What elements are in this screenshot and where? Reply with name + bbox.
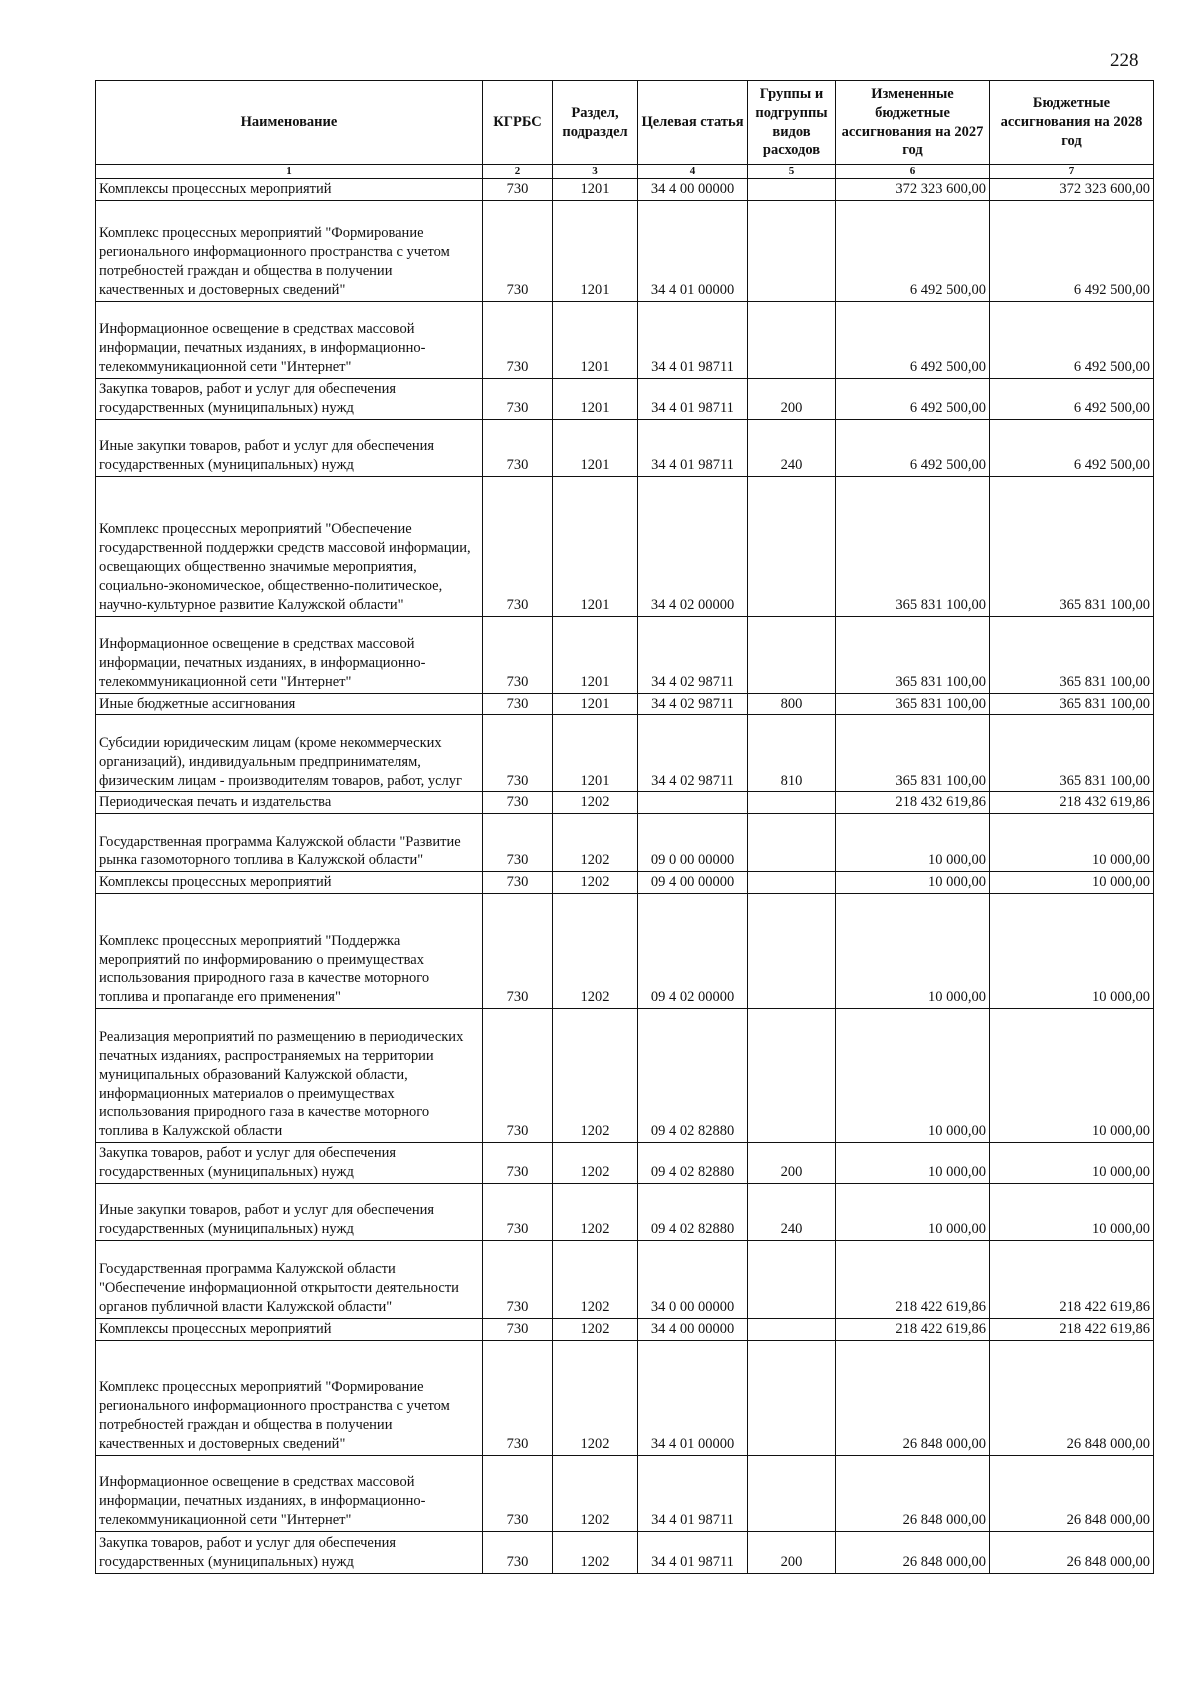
- budget-table: [95, 80, 1154, 1574]
- cell-sum-2027: 10 000,00: [836, 1183, 990, 1240]
- cell-sum-2027: 10 000,00: [836, 814, 990, 872]
- cell-kgrbs: 730: [483, 1009, 553, 1143]
- cell-kgrbs: 730: [483, 872, 553, 894]
- cell-target-article: 34 4 02 98711: [638, 693, 748, 715]
- cell-kgrbs: 730: [483, 1340, 553, 1455]
- cell-kgrbs: 730: [483, 1143, 553, 1184]
- table-row: [96, 179, 1154, 201]
- column-number: 5: [748, 165, 836, 179]
- cell-target-article: 34 4 01 98711: [638, 419, 748, 476]
- cell-sum-2028: 6 492 500,00: [990, 378, 1154, 419]
- cell-section: 1202: [553, 1143, 638, 1184]
- cell-name: Иные закупки товаров, работ и услуг для обеспечения государственных (муниципальных) нужд: [96, 419, 483, 476]
- cell-target-article: 34 4 01 98711: [638, 1455, 748, 1531]
- cell-sum-2027: 218 432 619,86: [836, 792, 990, 814]
- cell-sum-2027: 26 848 000,00: [836, 1455, 990, 1531]
- cell-target-article: 09 4 02 82880: [638, 1183, 748, 1240]
- cell-section: 1202: [553, 872, 638, 894]
- cell-section: 1201: [553, 616, 638, 693]
- header-row: [96, 81, 1154, 165]
- cell-expense-type: [748, 1340, 836, 1455]
- cell-section: 1201: [553, 378, 638, 419]
- column-number: 7: [990, 165, 1154, 179]
- table-row: [96, 1455, 1154, 1531]
- cell-sum-2028: 218 422 619,86: [990, 1318, 1154, 1340]
- cell-kgrbs: 730: [483, 179, 553, 201]
- cell-section: 1201: [553, 476, 638, 616]
- cell-kgrbs: 730: [483, 814, 553, 872]
- column-number: 2: [483, 165, 553, 179]
- cell-target-article: 34 4 01 98711: [638, 1531, 748, 1573]
- cell-expense-type: 240: [748, 419, 836, 476]
- table-row: [96, 1240, 1154, 1318]
- cell-section: 1202: [553, 814, 638, 872]
- table-row: [96, 1143, 1154, 1184]
- cell-section: 1202: [553, 1009, 638, 1143]
- cell-kgrbs: 730: [483, 693, 553, 715]
- cell-sum-2028: 10 000,00: [990, 814, 1154, 872]
- cell-sum-2027: 365 831 100,00: [836, 693, 990, 715]
- cell-section: 1201: [553, 693, 638, 715]
- cell-name: Закупка товаров, работ и услуг для обеспечения государственных (муниципальных) нужд: [96, 1531, 483, 1573]
- cell-target-article: 09 0 00 00000: [638, 814, 748, 872]
- cell-name: Комплексы процессных мероприятий: [96, 1318, 483, 1340]
- table-row: [96, 792, 1154, 814]
- column-number: 1: [96, 165, 483, 179]
- cell-sum-2027: 365 831 100,00: [836, 616, 990, 693]
- cell-sum-2028: 365 831 100,00: [990, 693, 1154, 715]
- cell-target-article: 34 4 01 00000: [638, 1340, 748, 1455]
- cell-sum-2028: 372 323 600,00: [990, 179, 1154, 201]
- cell-expense-type: [748, 616, 836, 693]
- cell-sum-2028: 365 831 100,00: [990, 616, 1154, 693]
- cell-sum-2027: 365 831 100,00: [836, 715, 990, 792]
- cell-name: Информационное освещение в средствах массовой информации, печатных изданиях, в информационно-телекоммуникационной сети "Интернет": [96, 301, 483, 378]
- cell-section: 1201: [553, 301, 638, 378]
- cell-section: 1202: [553, 1240, 638, 1318]
- cell-section: 1202: [553, 1340, 638, 1455]
- cell-sum-2027: 26 848 000,00: [836, 1531, 990, 1573]
- cell-target-article: 34 4 02 98711: [638, 715, 748, 792]
- cell-sum-2027: 10 000,00: [836, 1009, 990, 1143]
- header-name: Наименование: [96, 81, 483, 165]
- cell-sum-2027: 365 831 100,00: [836, 476, 990, 616]
- cell-name: Иные закупки товаров, работ и услуг для обеспечения государственных (муниципальных) нужд: [96, 1183, 483, 1240]
- table-row: [96, 301, 1154, 378]
- cell-sum-2028: 365 831 100,00: [990, 476, 1154, 616]
- cell-section: 1202: [553, 1531, 638, 1573]
- cell-name: Комплексы процессных мероприятий: [96, 179, 483, 201]
- table-row: [96, 814, 1154, 872]
- cell-target-article: [638, 792, 748, 814]
- cell-section: 1201: [553, 715, 638, 792]
- table-row: [96, 378, 1154, 419]
- cell-section: 1202: [553, 1318, 638, 1340]
- cell-sum-2027: 372 323 600,00: [836, 179, 990, 201]
- cell-sum-2028: 10 000,00: [990, 1009, 1154, 1143]
- cell-target-article: 34 4 00 00000: [638, 1318, 748, 1340]
- cell-name: Комплекс процессных мероприятий "Формирование регионального информационного пространства с учетом потребностей граждан и общества в получении качественных и достоверных сведений": [96, 1340, 483, 1455]
- cell-name: Комплекс процессных мероприятий "Обеспечение государственной поддержки средств массовой информации, освещающих общественно значимые мероприятия, социально-экономическое, общественно-политическое, научно-культурное развитие Калужской области": [96, 476, 483, 616]
- cell-sum-2028: 26 848 000,00: [990, 1340, 1154, 1455]
- table-row: [96, 200, 1154, 301]
- cell-name: Комплексы процессных мероприятий: [96, 872, 483, 894]
- cell-expense-type: [748, 872, 836, 894]
- table-row: [96, 419, 1154, 476]
- table-row: [96, 693, 1154, 715]
- cell-sum-2027: 6 492 500,00: [836, 419, 990, 476]
- table-body: [96, 179, 1154, 1574]
- cell-section: 1202: [553, 1455, 638, 1531]
- header-target-article: Целевая статья: [638, 81, 748, 165]
- column-number: 6: [836, 165, 990, 179]
- cell-expense-type: 240: [748, 1183, 836, 1240]
- cell-sum-2028: 10 000,00: [990, 1143, 1154, 1184]
- header-sum-2028: Бюджетные ассигнования на 2028 год: [990, 81, 1154, 165]
- cell-target-article: 34 4 02 98711: [638, 616, 748, 693]
- cell-name: Закупка товаров, работ и услуг для обеспечения государственных (муниципальных) нужд: [96, 1143, 483, 1184]
- cell-name: Информационное освещение в средствах массовой информации, печатных изданиях, в информационно-телекоммуникационной сети "Интернет": [96, 1455, 483, 1531]
- header-kgrbs: КГРБС: [483, 81, 553, 165]
- cell-expense-type: [748, 1240, 836, 1318]
- cell-kgrbs: 730: [483, 378, 553, 419]
- cell-sum-2028: 6 492 500,00: [990, 200, 1154, 301]
- cell-kgrbs: 730: [483, 200, 553, 301]
- cell-sum-2028: 26 848 000,00: [990, 1531, 1154, 1573]
- table-row: [96, 894, 1154, 1009]
- cell-name: Государственная программа Калужской области "Развитие рынка газомоторного топлива в Калужской области": [96, 814, 483, 872]
- cell-name: Комплекс процессных мероприятий "Поддержка мероприятий по информированию о преимуществах использования природного газа в качестве моторного топлива и пропаганде его применения": [96, 894, 483, 1009]
- header-sum-2027: Измененные бюджетные ассигнования на 2027 год: [836, 81, 990, 165]
- cell-sum-2028: 10 000,00: [990, 894, 1154, 1009]
- cell-sum-2028: 10 000,00: [990, 872, 1154, 894]
- cell-name: Реализация мероприятий по размещению в периодических печатных изданиях, распространяемых на территории муниципальных образований Калужской области, информационных материалов о преимуществах использования природного газа в качестве моторного топлива в Калужской области: [96, 1009, 483, 1143]
- cell-target-article: 34 4 01 98711: [638, 301, 748, 378]
- cell-sum-2027: 218 422 619,86: [836, 1240, 990, 1318]
- cell-kgrbs: 730: [483, 792, 553, 814]
- cell-target-article: 09 4 02 82880: [638, 1009, 748, 1143]
- cell-sum-2027: 218 422 619,86: [836, 1318, 990, 1340]
- cell-expense-type: [748, 792, 836, 814]
- cell-sum-2027: 6 492 500,00: [836, 200, 990, 301]
- cell-expense-type: [748, 1318, 836, 1340]
- table-row: [96, 476, 1154, 616]
- cell-kgrbs: 730: [483, 1455, 553, 1531]
- cell-kgrbs: 730: [483, 1531, 553, 1573]
- cell-expense-type: [748, 476, 836, 616]
- cell-expense-type: [748, 814, 836, 872]
- cell-name: Периодическая печать и издательства: [96, 792, 483, 814]
- table-row: [96, 1531, 1154, 1573]
- cell-expense-type: [748, 1009, 836, 1143]
- cell-target-article: 34 4 02 00000: [638, 476, 748, 616]
- cell-section: 1202: [553, 1183, 638, 1240]
- header-section: Раздел, подраздел: [553, 81, 638, 165]
- cell-name: Закупка товаров, работ и услуг для обеспечения государственных (муниципальных) нужд: [96, 378, 483, 419]
- cell-sum-2028: 218 422 619,86: [990, 1240, 1154, 1318]
- cell-sum-2027: 10 000,00: [836, 894, 990, 1009]
- cell-kgrbs: 730: [483, 301, 553, 378]
- cell-section: 1201: [553, 419, 638, 476]
- header-expense-type: Группы и подгруппы видов расходов: [748, 81, 836, 165]
- table-row: [96, 1318, 1154, 1340]
- cell-name: Государственная программа Калужской области "Обеспечение информационной открытости деятельности органов публичной власти Калужской области": [96, 1240, 483, 1318]
- table-row: [96, 616, 1154, 693]
- table-row: [96, 872, 1154, 894]
- cell-sum-2027: 6 492 500,00: [836, 301, 990, 378]
- cell-section: 1202: [553, 792, 638, 814]
- cell-expense-type: [748, 179, 836, 201]
- cell-sum-2028: 26 848 000,00: [990, 1455, 1154, 1531]
- table-row: [96, 715, 1154, 792]
- cell-name: Субсидии юридическим лицам (кроме некоммерческих организаций), индивидуальным предпринимателям, физическим лицам - производителям товаров, работ, услуг: [96, 715, 483, 792]
- cell-section: 1202: [553, 894, 638, 1009]
- cell-target-article: 34 0 00 00000: [638, 1240, 748, 1318]
- cell-section: 1201: [553, 179, 638, 201]
- table-row: [96, 1340, 1154, 1455]
- cell-expense-type: [748, 301, 836, 378]
- cell-sum-2027: 10 000,00: [836, 1143, 990, 1184]
- cell-target-article: 09 4 00 00000: [638, 872, 748, 894]
- cell-expense-type: 800: [748, 693, 836, 715]
- cell-name: Иные бюджетные ассигнования: [96, 693, 483, 715]
- cell-sum-2027: 6 492 500,00: [836, 378, 990, 419]
- cell-target-article: 09 4 02 82880: [638, 1143, 748, 1184]
- column-number: 4: [638, 165, 748, 179]
- cell-target-article: 34 4 01 00000: [638, 200, 748, 301]
- cell-sum-2028: 10 000,00: [990, 1183, 1154, 1240]
- page-number: 228: [1110, 50, 1139, 71]
- table-row: [96, 1009, 1154, 1143]
- cell-sum-2028: 6 492 500,00: [990, 419, 1154, 476]
- table-row: [96, 1183, 1154, 1240]
- cell-expense-type: 200: [748, 1531, 836, 1573]
- cell-kgrbs: 730: [483, 616, 553, 693]
- cell-kgrbs: 730: [483, 419, 553, 476]
- cell-kgrbs: 730: [483, 1183, 553, 1240]
- cell-target-article: 09 4 02 00000: [638, 894, 748, 1009]
- cell-expense-type: 200: [748, 1143, 836, 1184]
- column-number: 3: [553, 165, 638, 179]
- cell-expense-type: [748, 1455, 836, 1531]
- cell-sum-2027: 26 848 000,00: [836, 1340, 990, 1455]
- cell-expense-type: [748, 894, 836, 1009]
- cell-expense-type: 810: [748, 715, 836, 792]
- cell-expense-type: [748, 200, 836, 301]
- cell-kgrbs: 730: [483, 894, 553, 1009]
- cell-sum-2028: 6 492 500,00: [990, 301, 1154, 378]
- cell-kgrbs: 730: [483, 1318, 553, 1340]
- cell-name: Информационное освещение в средствах массовой информации, печатных изданиях, в информационно-телекоммуникационной сети "Интернет": [96, 616, 483, 693]
- cell-kgrbs: 730: [483, 715, 553, 792]
- cell-sum-2028: 218 432 619,86: [990, 792, 1154, 814]
- cell-name: Комплекс процессных мероприятий "Формирование регионального информационного пространства с учетом потребностей граждан и общества в получении качественных и достоверных сведений": [96, 200, 483, 301]
- cell-sum-2028: 365 831 100,00: [990, 715, 1154, 792]
- cell-target-article: 34 4 00 00000: [638, 179, 748, 201]
- cell-sum-2027: 10 000,00: [836, 872, 990, 894]
- cell-target-article: 34 4 01 98711: [638, 378, 748, 419]
- cell-section: 1201: [553, 200, 638, 301]
- cell-kgrbs: 730: [483, 1240, 553, 1318]
- column-number-row: [96, 165, 1154, 179]
- cell-kgrbs: 730: [483, 476, 553, 616]
- cell-expense-type: 200: [748, 378, 836, 419]
